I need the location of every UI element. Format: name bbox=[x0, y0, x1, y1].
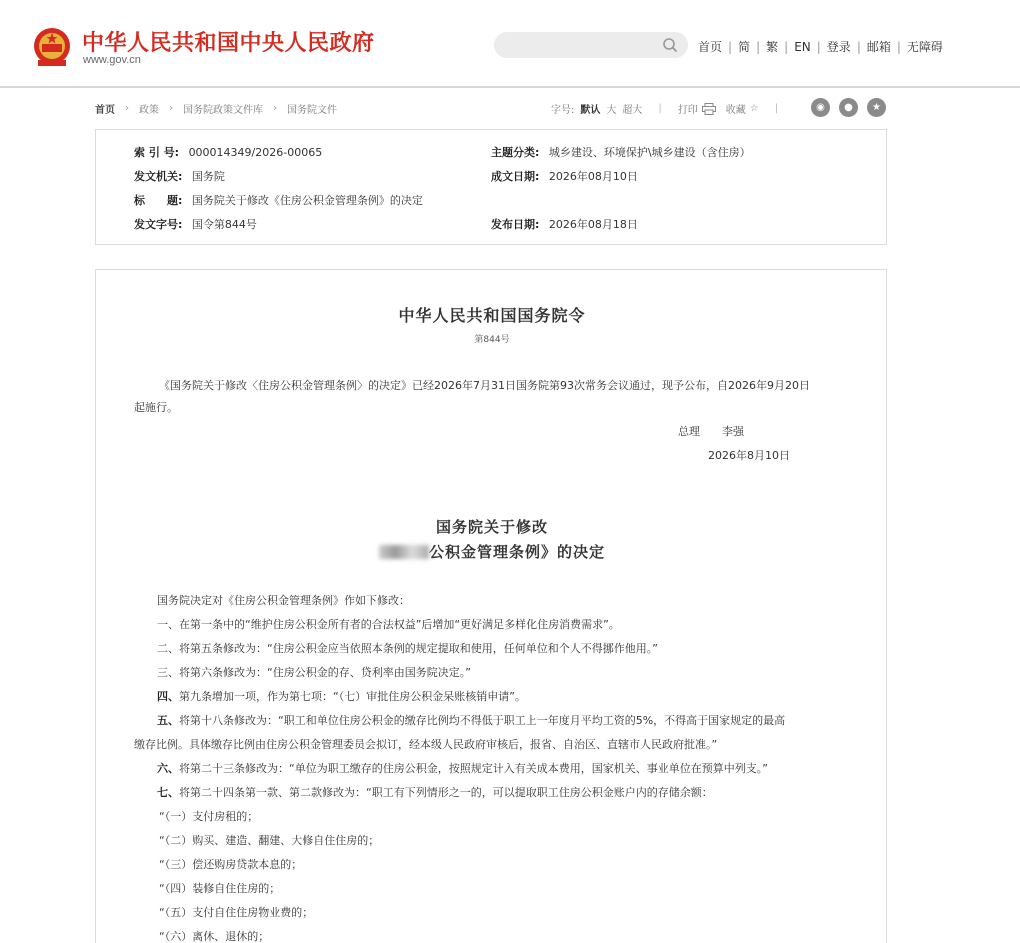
list-item: 六、将第二十三条修改为：“单位为职工缴存的住房公积金，按照规定计入有关成本费用，国家机关、事业单位在预算中列支。” bbox=[157, 762, 768, 775]
meta-published-label: 发布日期: bbox=[491, 218, 540, 231]
meta-topic-value: 城乡建设、环境保护\城乡建设（含住房） bbox=[548, 146, 751, 159]
meta-published-value: 2026年08月18日 bbox=[548, 218, 638, 231]
meta-written bbox=[491, 168, 638, 184]
star-outline-icon[interactable]: ☆ bbox=[749, 103, 759, 114]
chevron-right-icon: › bbox=[273, 103, 277, 114]
meta-topic-label: 主题分类: bbox=[491, 146, 540, 159]
meta-issuer bbox=[134, 168, 225, 184]
decision-lead: 国务院决定对《住房公积金管理条例》作如下修改： bbox=[157, 594, 410, 607]
font-size-default[interactable]: 默认 bbox=[580, 105, 601, 116]
decision-title-line2-text: 公积金管理条例》的决定 bbox=[428, 543, 605, 561]
meta-topic bbox=[491, 144, 751, 160]
site-header bbox=[0, 0, 1020, 88]
font-size-xlarge[interactable]: 超大 bbox=[622, 105, 643, 116]
page-tools: 字号: 默认 大 超大 | 打印 收藏 ☆ | bbox=[551, 103, 779, 116]
meta-published bbox=[491, 216, 638, 232]
list-subitem: “（四）装修自住住房的； bbox=[159, 882, 281, 895]
list-item: 一、在第一条中的“维护住房公积金所有者的合法权益”后增加“更好满足多样化住房消费需求”。 bbox=[157, 618, 620, 631]
wechat-icon[interactable]: ● bbox=[839, 98, 858, 117]
list-item-continuation: 缴存比例。具体缴存比例由住房公积金管理委员会拟订，经本级人民政府审核后，报省、自治区、直辖市人民政府批准。” bbox=[134, 738, 718, 751]
star-icon[interactable]: ★ bbox=[867, 98, 886, 117]
nav-home[interactable]: 首页 bbox=[698, 40, 723, 54]
print-button[interactable]: 打印 bbox=[677, 105, 698, 116]
meta-index bbox=[134, 144, 322, 160]
document-metadata bbox=[95, 129, 887, 245]
printer-icon[interactable] bbox=[702, 103, 716, 115]
search-icon[interactable] bbox=[662, 37, 678, 53]
list-item: 七、将第二十四条第一款、第二款修改为：“职工有下列情形之一的，可以提取职工住房公积金账户内的存储余额： bbox=[157, 786, 713, 799]
list-subitem: “（六）离休、退休的； bbox=[159, 930, 270, 943]
nav-traditional[interactable]: 繁 bbox=[766, 40, 779, 54]
nav-english[interactable]: EN bbox=[794, 39, 811, 54]
nav-simplified[interactable]: 简 bbox=[738, 40, 751, 54]
signing-date: 2026年8月10日 bbox=[708, 449, 790, 462]
list-subitem: “（一）支付房租的； bbox=[159, 810, 259, 823]
nav-accessibility[interactable]: 无障碍 bbox=[906, 40, 943, 54]
blurred-text bbox=[379, 545, 429, 559]
list-subitem: “（三）偿还购房贷款本息的； bbox=[159, 858, 303, 871]
search-box bbox=[494, 32, 688, 58]
chevron-right-icon: › bbox=[125, 103, 129, 114]
breadcrumb-home[interactable]: 首页 bbox=[95, 105, 115, 116]
decision-title-line2 bbox=[96, 541, 888, 562]
nav-mail[interactable]: 邮箱 bbox=[866, 40, 891, 54]
order-title: 中华人民共和国国务院令 bbox=[398, 306, 586, 325]
list-item: 三、将第六条修改为：“住房公积金的存、贷利率由国务院决定。” bbox=[157, 666, 471, 679]
meta-docno-value: 国令第844号 bbox=[191, 218, 257, 231]
meta-title bbox=[134, 192, 423, 208]
breadcrumb-policy[interactable]: 政策 bbox=[139, 105, 159, 116]
chevron-right-icon: › bbox=[169, 103, 173, 114]
list-item: 四、第九条增加一项，作为第七项：“（七）审批住房公积金呆账核销申请”。 bbox=[157, 690, 526, 703]
font-size-large[interactable]: 大 bbox=[606, 105, 617, 116]
breadcrumb-policy-library[interactable]: 国务院政策文件库 bbox=[183, 105, 263, 116]
meta-title-label: 标 题: bbox=[134, 194, 183, 207]
order-number: 第844号 bbox=[474, 335, 510, 345]
favorite-button[interactable]: 收藏 bbox=[725, 105, 746, 116]
meta-docno-label: 发文字号: bbox=[134, 218, 183, 231]
premier-signature: 总理 李强 bbox=[678, 425, 744, 438]
list-subitem: “（二）购买、建造、翻建、大修自住住房的； bbox=[159, 834, 380, 847]
share-buttons bbox=[811, 98, 895, 117]
weibo-icon[interactable]: ◉ bbox=[811, 98, 830, 117]
national-emblem-icon[interactable] bbox=[32, 26, 72, 68]
font-size-label: 字号: bbox=[551, 105, 575, 116]
site-title[interactable]: 中华人民共和国中央人民政府 bbox=[82, 30, 375, 56]
search-input[interactable] bbox=[504, 35, 654, 55]
meta-issuer-value: 国务院 bbox=[191, 170, 225, 183]
meta-written-value: 2026年08月10日 bbox=[548, 170, 638, 183]
meta-title-value: 国务院关于修改《住房公积金管理条例》的决定 bbox=[191, 194, 423, 207]
nav-login[interactable]: 登录 bbox=[826, 40, 851, 54]
intro-paragraph-line1: 《国务院关于修改〈住房公积金管理条例〉的决定》已经2026年7月31日国务院第93次常务会议通过，现予公布，自2026年9月20日 bbox=[159, 379, 810, 392]
top-nav: 首页 | 简 | 繁 | EN | 登录 | 邮箱 | 无障碍 bbox=[698, 39, 943, 54]
meta-docno bbox=[134, 216, 257, 232]
breadcrumb-bar bbox=[95, 98, 887, 118]
meta-index-value: 000014349/2026-00065 bbox=[188, 146, 323, 159]
meta-index-label: 索 引 号: bbox=[134, 146, 180, 159]
article-body bbox=[95, 269, 887, 943]
breadcrumb bbox=[95, 101, 337, 116]
meta-issuer-label: 发文机关: bbox=[134, 170, 183, 183]
meta-written-label: 成文日期: bbox=[491, 170, 540, 183]
list-subitem: “（五）支付自住住房物业费的； bbox=[159, 906, 314, 919]
list-item: 二、将第五条修改为：“住房公积金应当依照本条例的规定提取和使用，任何单位和个人不得挪作他用。” bbox=[157, 642, 658, 655]
list-item: 五、将第十八条修改为：“职工和单位住房公积金的缴存比例均不得低于职工上一年度月平均工资的5%，不得高于国家规定的最高 bbox=[157, 714, 786, 727]
intro-paragraph-line2: 起施行。 bbox=[134, 401, 178, 414]
breadcrumb-state-council-docs[interactable]: 国务院文件 bbox=[287, 105, 337, 116]
decision-title-line1: 国务院关于修改 bbox=[435, 518, 548, 536]
site-url: www.gov.cn bbox=[83, 54, 141, 66]
